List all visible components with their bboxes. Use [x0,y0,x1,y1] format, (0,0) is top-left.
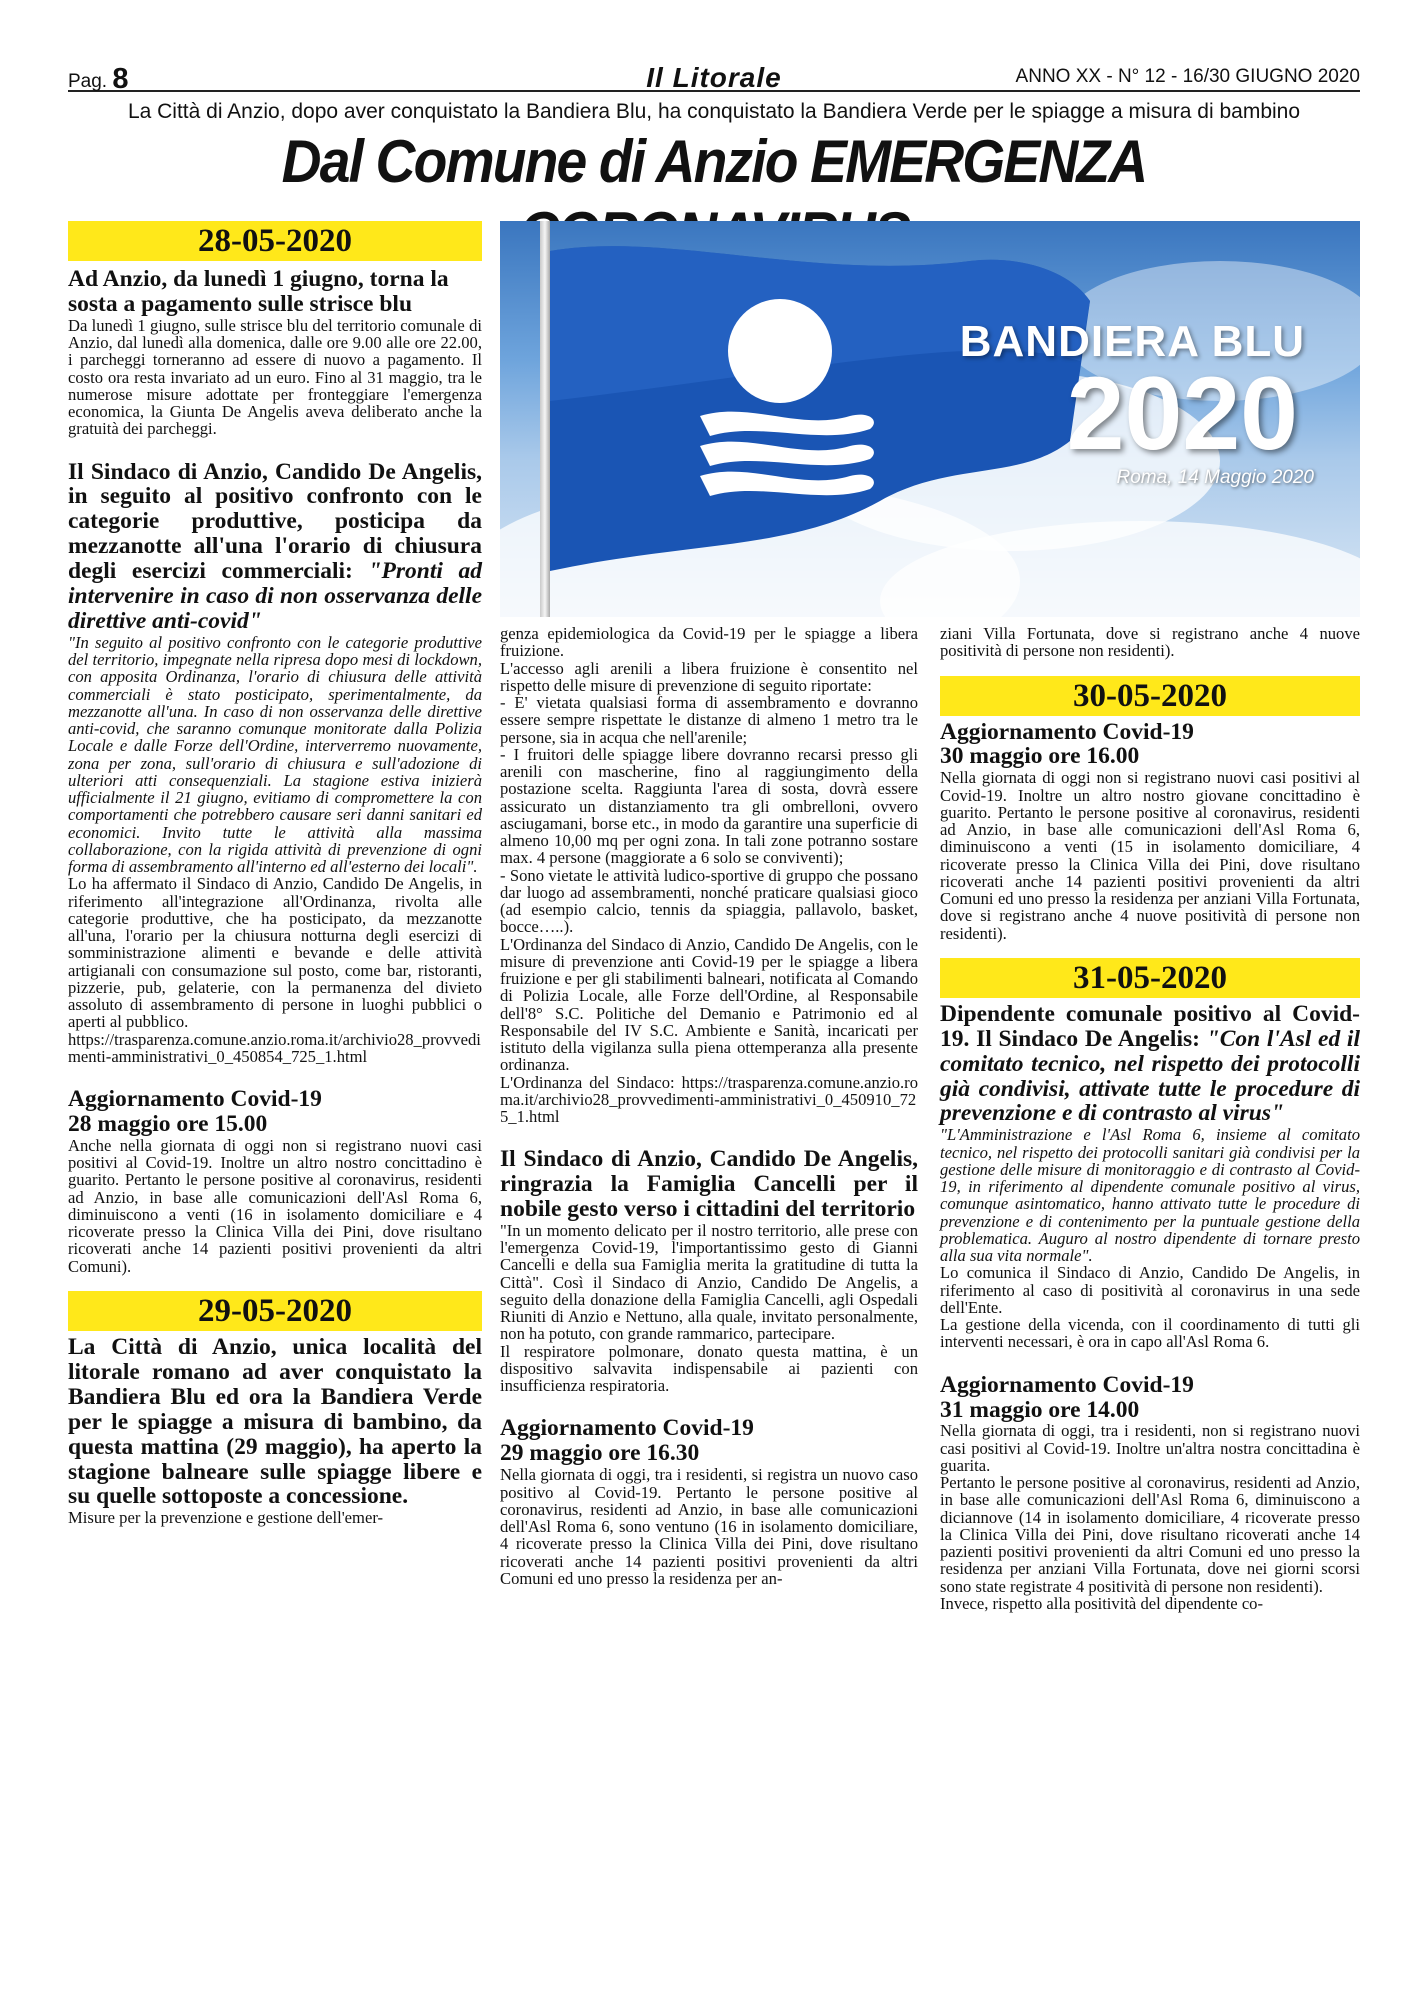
article-title [940,1002,1360,1127]
article-quote: "In seguito al positivo confronto con le categorie produttive del territorio, impegnate nella ripresa dopo mesi di lockdown, con apposita Ordinanza, l'orario di chiusura delle attività commerciali è stato posticipato, sperimentalmente, da mezzanotte all'una. In caso di non osservanza delle direttive anti-covid, che saranno comunque monitorate dalla Polizia Locale e dalle Forze dell'Ordine, interverremo nuovamente, zona per zona, sull'orario di chiusura e sull'adozione di ulteriori atti consequenziali. La stagione estiva inizierà ufficialmente il 21 giugno, evitiamo di compromettere la con comportamenti che potrebbero causare seri danni sanitari ed economici. Invito tutte le attività alla massima collaborazione, con la rigida attività di prevenzione di ogni forma di assembramento all'interno ed all'esterno dei locali". [68,632,482,877]
photo-title: BANDIERA BLU [959,317,1305,366]
article-body: Da lunedì 1 giugno, sulle strisce blu del territorio comunale di Anzio, dal lunedì alla domenica, dalle ore 9.00 alle ore 22.00, i parcheggi torneranno ad essere di nuovo a pagamento. Il costo ora resta invariato ad un euro. Fino al 31 maggio, tra le numerose misure adottate per fronteggiare l'emergenza economica, la Giunta De Angelis aveva deliberato anche la gratuità dei parcheggi. [68,315,482,439]
article-title [940,1373,1360,1423]
article-title-text: Il Sindaco di Anzio, Candido De Angelis, in seguito al positivo confronto con le categorie produttive, posticipa da mezzanotte all'una l'orario di chiusura degli esercizi commerciali: [68,458,482,585]
article-body: L'accesso agli arenili a libera fruizione è consentito nel rispetto delle misure di prevenzione di seguito riportate: [500,658,918,695]
subtitle: La Città di Anzio, dopo aver conquistato la Bandiera Blu, ha conquistato la Bandiera Verde per le spiagge a misura di bambino [127,100,1301,123]
update-title: Aggiornamento Covid-19 [68,1086,322,1113]
page-number-value: 8 [112,63,129,95]
update-time: 28 maggio ore 15.00 [68,1111,268,1138]
update-title: Aggiornamento Covid-19 [500,1415,754,1442]
flag-pole [540,221,550,617]
article-body: Lo comunica il Sindaco di Anzio, Candido De Angelis, in riferimento al caso di positività al coronavirus in una sede dell'Ente. [940,1263,1360,1317]
update-title: Aggiornamento Covid-19 [940,718,1194,745]
article-body: Invece, rispetto alla positività del dipendente co- [940,1593,1264,1613]
article-body: L'Ordinanza del Sindaco di Anzio, Candido De Angelis, con le misure di prevenzione anti Covid-19 per le spiagge a libera fruizione e per gli stabilimenti balneari, notificata al Comando di Polizia Locale, alle Forze dell'Ordine, al Responsabile dell'8° S.C. Politiche del Demanio e Patrimonio ed al Responsabile del IV S.C. Ambiente e Sanità, incaricati per istituto della vigilanza sulla piena ottemperanza alla presente ordinanza. [500,934,918,1075]
article-body: Anche nella giornata di oggi non si registrano nuovi casi positivi al Covid-19. Inoltre un altro nostro concittadino è guarito. Pertanto le persone positive al coronavirus, residenti ad Anzio, in base alle comunicazioni dell'Asl Roma 6, diminuiscono a venti (16 in isolamento domiciliare e 4 ricoverate presso la Clinica Villa dei Pini, dove risultano ricoverati anche 14 pazienti positivi provenienti da altri Comuni). [68,1135,482,1276]
article-body: Il respiratore polmonare, donato questa mattina, è un dispositivo salvavita indispensabile ai pazienti con insufficienza respiratoria. [500,1341,918,1396]
page-header [68,62,1360,95]
article-body: genza epidemiologica da Covid-19 per le spiagge a libera fruizione. [500,624,918,661]
date-bar: 29-05-2020 [68,1291,482,1331]
article-title-quote: "Con l'Asl ed il comitato tecnico, nel rispetto dei protocolli già condivisi, attivate tutte le procedure di prevenzione e di contrasto al virus" [940,1025,1360,1127]
article-body: Pertanto le persone positive al coronavirus, residenti ad Anzio, in base alle comunicazioni dell'Asl Roma 6, diminuiscono a diciannove (14 in isolamento domiciliare, 4 ricoverate presso la Clinica Villa dei Pini, dove risultano ricoverati anche 14 pazienti positivi provenienti da altri Comuni ed uno presso la residenza per anziani Villa Fortunata, dove nei giorni scorsi sono state registrate 4 positività di persone non residenti). [940,1473,1360,1596]
article-body: - E' vietata qualsiasi forma di assembramento e dovranno essere sempre rispettate le distanze di almeno 1 metro tra le persone, sia in acqua che nell'arenile; [500,693,918,747]
article-quote: "L'Amministrazione e l'Asl Roma 6, insieme al comitato tecnico, nel rispetto dei protocolli sanitari già condivisi per la gestione delle misure di monitoraggio e di contrasto al Covid-19, in riferimento al dipendente comunale positivo al virus, comunque asintomatico, hanno attivato tutte le procedure di prevenzione e di contenimento per la puntuale gestione della problematica. Auguro al nostro dipendente di tornare presto alla sua vita normale". [940,1125,1360,1266]
article-link[interactable]: L'Ordinanza del Sindaco: https://trasparenza.comune.anzio.roma.it/archivio28_provvedimenti-amministrativi_0_450910_725_1.html [500,1072,918,1126]
article-body: - I fruitori delle spiagge libere dovranno recarsi presso gli arenili con mascherine, fino al raggiungimento della postazione scelta. Raggiunta l'area di sosta, dovrà essere assicurato un distanziamento tra gli ombrelloni, ovvero asciugamani, borse etc., in modo da garantire una superficie di almeno 10,00 mq per ogni zona. In tali zone potranno sostare max. 4 persone (maggiorate a 6 solo se conviventi); [500,744,918,868]
issue-info: ANNO XX - N° 12 - 16/30 GIUGNO 2020 [1015,66,1360,87]
photo-caption: Roma, 14 Maggio 2020 [1116,467,1314,488]
article-title-text: Dipendente comunale positivo al Covid-19. Il Sindaco De Angelis: [940,1000,1360,1052]
column-3 [940,625,1360,1612]
article-body: Misure per la prevenzione e gestione dell'emer- [68,1508,384,1528]
article-body: Nella giornata di oggi, tra i residenti, non si registrano nuovi casi positivi al Covid-19. Inoltre un'altra nostra concittadina è guarita. [940,1421,1360,1475]
update-time: 31 maggio ore 14.00 [940,1396,1140,1423]
article-body: Lo ha affermato il Sindaco di Anzio, Candido De Angelis, in riferimento all'integrazione all'Ordinanza, rivolta alle categorie produttive, che ha posticipato, da mezzanotte all'una, l'orario per la chiusura notturna degli esercizi di somministrazione alimenti e bevande e delle attività artigianali con consumazione sul posto, come bar, ristoranti, pizzerie, pub, gelaterie, con la permanenza del divieto assoluto di assembramento di persone in luoghi pubblici o aperti al pubblico. [68,874,482,1032]
article-title: La Città di Anzio, unica località del litorale romano ad aver conquistato la Bandiera Blu ed ora la Bandiera Verde per le spiagge a misura di bambino, da questa mattina (29 maggio), ha aperto la stagione balneare sulle spiagge libere e su quelle sottoposte a concessione. [68,1333,482,1510]
article-title [68,1087,482,1137]
article-body: "In un momento delicato per il nostro territorio, alle prese con l'emergenza Covid-19, l'importantissimo gesto di Gianni Cancelli e della sua Famiglia merita la gratitudine di tutta la Città". Così il Sindaco di Anzio, Candido De Angelis, a seguito della donazione della Famiglia Cancelli, agli Ospedali Riuniti di Anzio e Nettuno, alla quale, invitato personalmente, non ha potuto, con grande rammarico, partecipare. [500,1220,918,1344]
update-time: 30 maggio ore 16.00 [940,743,1140,770]
article-body: ziani Villa Fortunata, dove si registrano anche 4 nuove positività di persone non residenti). [940,624,1360,661]
blue-flag [550,241,1090,581]
article-title-quote: "Pronti ad intervenire in caso di non osservanza delle direttive anti-covid" [68,558,482,634]
article-title [940,720,1360,770]
column-1 [68,221,482,1527]
article-title [68,460,482,634]
photo-year: 2020 [1066,356,1298,472]
date-bar: 28-05-2020 [68,221,482,261]
article-body: - Sono vietate le attività ludico-sportive di gruppo che possano dar luogo ad assembramenti, nonché praticare qualsiasi gioco (ad esempio calcio, tennis da spiaggia, pallavolo, basket, bocce…..). [500,865,918,937]
update-time: 29 maggio ore 16.30 [500,1440,700,1467]
article-body: La gestione della vicenda, con il coordinamento di tutti gli interventi necessari, è ora in capo all'Asl Roma 6. [940,1315,1360,1352]
article-body: Nella giornata di oggi, tra i residenti, si registra un nuovo caso positivo al Covid-19. Pertanto le persone positive al coronavirus, residenti ad Anzio, in base alle comunicazioni dell'Asl Roma 6, sono ventuno (16 in isolamento domiciliare, 4 ricoverate presso la Clinica Villa dei Pini, dove risultano ricoverati anche 14 pazienti positivi provenienti da altri Comuni ed uno presso la residenza per an- [500,1465,918,1588]
page-label: Pag. [68,71,108,92]
headline: Dal Comune di Anzio EMERGENZA [281,128,1147,195]
article-title: Ad Anzio, da lunedì 1 giugno, torna la sosta a pagamento sulle strisce blu [68,266,449,317]
date-bar: 30-05-2020 [940,676,1360,716]
bandiera-blu-photo [500,221,1360,617]
column-2 [500,625,918,1587]
article-title: Il Sindaco di Anzio, Candido De Angelis, ringrazia la Famiglia Cancelli per il nobile gesto verso i cittadini del territorio [500,1146,918,1223]
date-bar: 31-05-2020 [940,958,1360,998]
article-title [500,1416,918,1466]
masthead: Il Litorale [646,62,782,93]
article-link[interactable]: https://trasparenza.comune.anzio.roma.it/archivio28_provvedimenti-amministrativi_0_450854_725_1.html [68,1029,481,1066]
update-title: Aggiornamento Covid-19 [940,1371,1194,1398]
article-body: Nella giornata di oggi non si registrano nuovi casi positivi al Covid-19. Inoltre un altro nostro giovane concittadino è guarito. Pertanto le persone positive al coronavirus, residenti ad Anzio, in base alle comunicazioni dell'Asl Roma 6, diminuiscono a venti (15 in isolamento domiciliare, 4 ricoverate presso la Clinica Villa dei Pini, dove risultano ricoverati anche 14 pazienti positivi provenienti da altri Comuni ed uno presso la residenza per anziani Villa Fortunata, dove si registrano anche 4 nuove positività di persone non residenti). [940,768,1360,943]
